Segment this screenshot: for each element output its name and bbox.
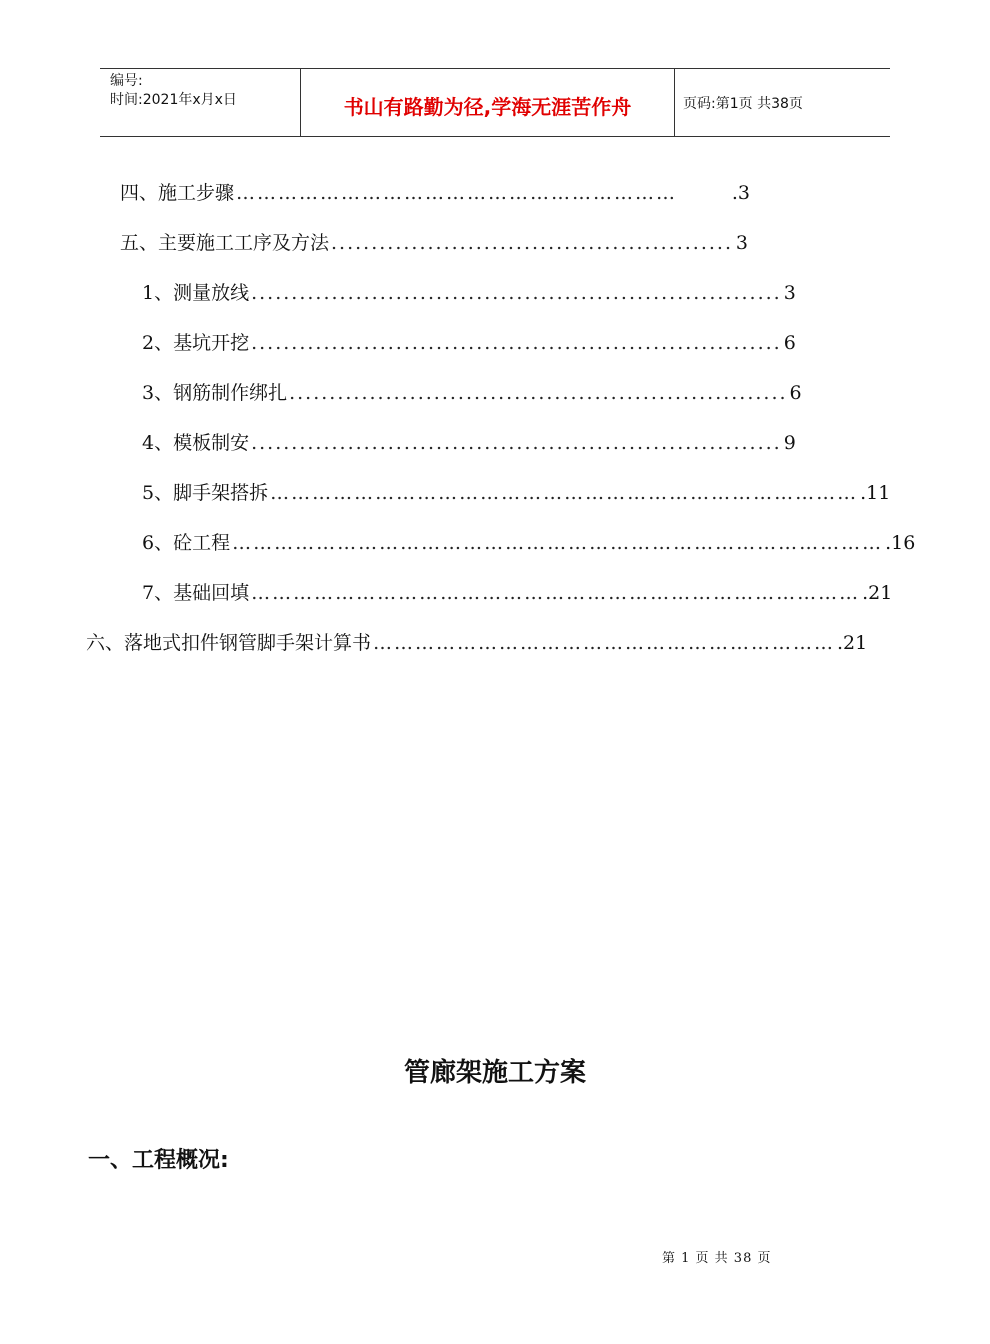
toc-leader: ……………………………………………………… [236,182,678,204]
toc-leader: …………………………………………………………………………… [251,582,861,604]
toc-entry[interactable] [142,430,796,456]
toc-leader: .............................................................. [289,382,788,404]
toc-label: 6、砼工程 [142,532,231,554]
header-meta [100,69,301,136]
toc-page: 3 [783,282,796,304]
toc-label: 3、钢筋制作绑扎 [142,382,288,404]
toc-label: 四、施工步骤 [120,182,235,204]
toc-entry[interactable] [142,280,796,306]
toc-page: .11 [860,482,891,504]
toc-page: 6 [783,332,796,354]
toc-page: 3 [735,232,748,254]
toc-entry[interactable] [142,330,796,356]
toc-leader: ………………………………………………………… [373,632,836,654]
toc-entry[interactable] [142,380,802,406]
toc-label: 1、测量放线 [142,282,250,304]
toc-entry[interactable] [120,230,748,256]
toc-label: 六、落地式扣件钢管脚手架计算书 [86,632,372,654]
page-header [100,68,890,137]
toc-label: 2、基坑开挖 [142,332,250,354]
toc-leader: .................................................................. [251,332,782,354]
toc-page: .21 [837,632,868,654]
toc-leader: .................................................. [331,232,733,254]
toc-label: 5、脚手架搭拆 [142,482,269,504]
toc-label: 7、基础回填 [142,582,250,604]
toc-page: .21 [862,582,893,604]
toc-label: 4、模板制安 [142,432,250,454]
toc-page: 9 [783,432,796,454]
toc-page: 6 [789,382,802,404]
toc-entry[interactable] [142,530,916,556]
toc-entry[interactable] [86,630,868,656]
number-label: 编号: [110,73,143,89]
header-page-info: 页码:第1页 共38页 [683,95,803,112]
toc-page: .3 [731,182,750,204]
page-footer: 第 1 页 共 38 页 [662,1251,772,1266]
toc-leader: ………………………………………………………………………… [270,482,859,504]
toc-entry[interactable] [120,180,750,206]
toc-leader: ………………………………………………………………………………… [232,532,884,554]
document-title: 管廊架施工方案 [403,1058,586,1088]
toc-entry[interactable] [142,580,893,606]
toc-leader: .................................................................. [251,282,782,304]
toc-entry[interactable] [142,480,891,506]
toc-label: 五、主要施工工序及方法 [120,232,330,254]
section-heading: 一、工程概况: [88,1148,229,1173]
toc-leader: .................................................................. [251,432,782,454]
toc-page: .16 [885,532,916,554]
header-motto: 书山有路勤为径,学海无涯苦作舟 [301,69,675,136]
date-label: 时间:2021年x月x日 [110,92,237,108]
